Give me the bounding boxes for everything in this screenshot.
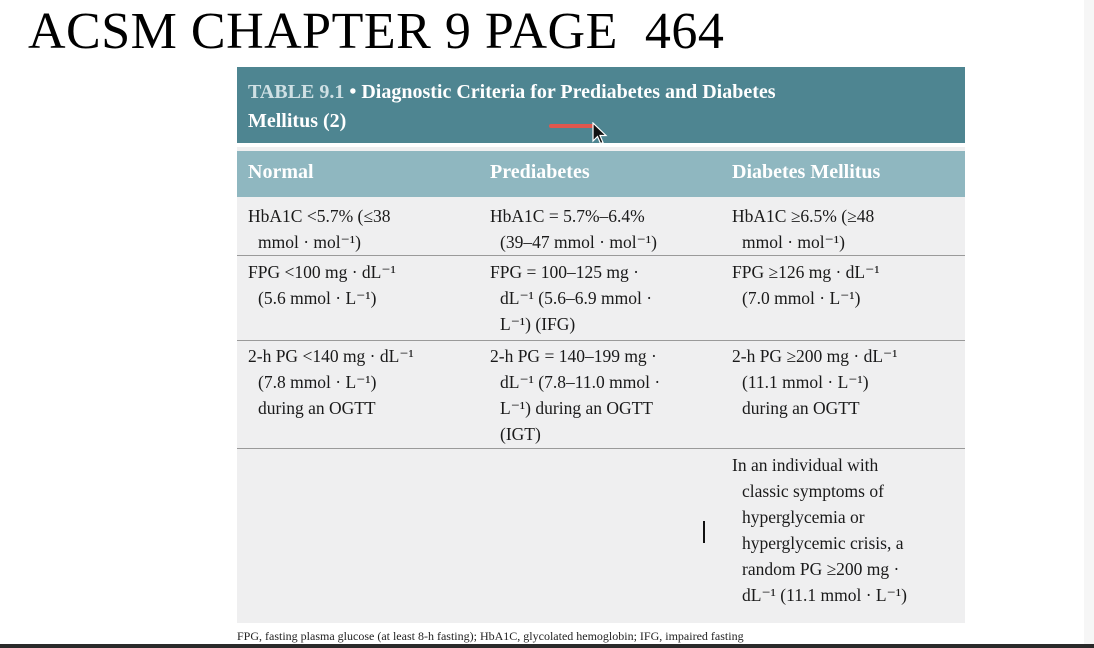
table-cell: FPG <100 mg · dL⁻¹ (5.6 mmol · L⁻¹) xyxy=(248,262,396,308)
caption-separator: • xyxy=(344,81,362,103)
column-header-normal: Normal xyxy=(248,161,314,183)
column-header-prediabetes: Prediabetes xyxy=(490,161,590,183)
bottom-bar xyxy=(0,644,1094,648)
slide-title: ACSM CHAPTER 9 PAGE 464 xyxy=(28,3,725,60)
annotation-underline xyxy=(549,124,595,128)
table-cell: FPG = 100–125 mg · dL⁻¹ (5.6–6.9 mmol · L⁻¹) (IFG) xyxy=(490,262,653,334)
table-cell: HbA1C ≥6.5% (≥48 mmol · mol⁻¹) xyxy=(732,206,875,252)
table-cell: In an individual with classic symptoms of hyperglycemia or hyperglycemic crisis, a random PG ≥200 mg · dL⁻¹ (11.1 mmol · L⁻¹) xyxy=(732,455,907,605)
window-edge xyxy=(1084,0,1094,648)
row-divider xyxy=(237,340,965,341)
table-cell: FPG ≥126 mg · dL⁻¹ (7.0 mmol · L⁻¹) xyxy=(732,262,880,308)
caption-title-line2: Mellitus (2) xyxy=(248,110,347,132)
table-cell: 2-h PG ≥200 mg · dL⁻¹ (11.1 mmol · L⁻¹) during an OGTT xyxy=(732,346,898,418)
table-cell: 2-h PG <140 mg · dL⁻¹ (7.8 mmol · L⁻¹) during an OGTT xyxy=(248,346,414,418)
table-cell: HbA1C <5.7% (≤38 mmol · mol⁻¹) xyxy=(248,206,391,252)
row-divider xyxy=(237,448,965,449)
table-footnote: FPG, fasting plasma glucose (at least 8-h fasting); HbA1C, glycolated hemoglobin; IFG, impaired fasting xyxy=(237,629,744,643)
text-caret xyxy=(703,521,705,543)
column-header-diabetes: Diabetes Mellitus xyxy=(732,161,881,183)
caption-title: Diagnostic Criteria for Prediabetes and Diabetes xyxy=(361,81,776,103)
table-label: TABLE 9.1 xyxy=(248,81,345,103)
row-divider xyxy=(237,255,965,256)
mouse-pointer-icon xyxy=(592,122,608,146)
table-cell: 2-h PG = 140–199 mg · dL⁻¹ (7.8–11.0 mmol · L⁻¹) during an OGTT (IGT) xyxy=(490,346,661,444)
table-cell: HbA1C = 5.7%–6.4% (39–47 mmol · mol⁻¹) xyxy=(490,206,657,252)
diagnostic-criteria-table xyxy=(237,67,965,623)
column-header-row xyxy=(237,151,965,197)
